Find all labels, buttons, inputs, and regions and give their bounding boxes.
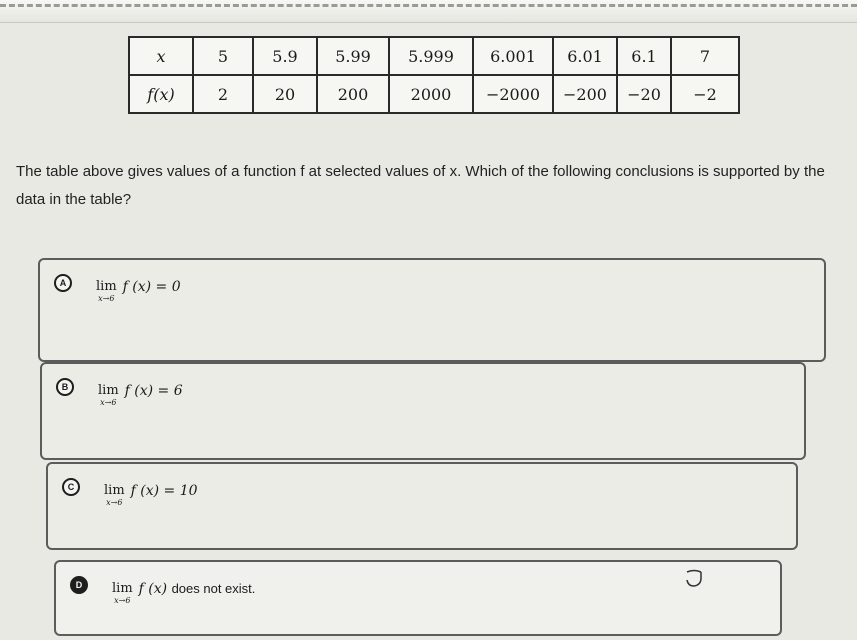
values-table (128, 36, 740, 114)
limit-expression: f (x) = 10 (130, 483, 198, 499)
answer-option-d[interactable] (54, 560, 782, 636)
limit-word: lim (104, 483, 125, 498)
limit-suffix: does not exist. (171, 581, 256, 596)
answer-option-c[interactable] (46, 462, 798, 550)
limit-operator (98, 384, 119, 408)
table-cell: −200 (553, 75, 617, 113)
option-expression (98, 384, 183, 408)
pointer-cursor-icon (683, 568, 705, 590)
option-letter-badge: D (70, 576, 88, 594)
question-text: The table above gives values of a function f at selected values of x. Which of the following conclusions is supported by the data in the table? (16, 163, 825, 208)
option-expression (112, 582, 255, 606)
limit-operator (112, 582, 133, 606)
limit-word: lim (112, 581, 133, 596)
table-cell: −2 (671, 75, 739, 113)
table-cell: 7 (671, 37, 739, 75)
table-cell: 6.1 (617, 37, 671, 75)
table-cell: x (129, 37, 193, 75)
table-cell: f(x) (129, 75, 193, 113)
option-expression (96, 280, 181, 304)
table-cell: 6.001 (473, 37, 553, 75)
table-cell: 2000 (389, 75, 473, 113)
limit-subscript: x→6 (98, 294, 115, 303)
limit-subscript: x→6 (106, 498, 123, 507)
table-cell: 5.999 (389, 37, 473, 75)
limit-function: f (x) (138, 581, 168, 597)
answer-option-a[interactable] (38, 258, 826, 362)
table-row-x (129, 37, 739, 75)
table-cell: 20 (253, 75, 317, 113)
dashed-divider (0, 4, 857, 7)
table-cell: −2000 (473, 75, 553, 113)
limit-expression: f (x) = 0 (122, 279, 181, 295)
option-letter-badge: A (54, 274, 72, 292)
limit-word: lim (98, 383, 119, 398)
table-cell: 200 (317, 75, 389, 113)
table-cell: 5 (193, 37, 253, 75)
limit-expression (139, 582, 256, 596)
table-cell: 6.01 (553, 37, 617, 75)
limit-operator (104, 484, 125, 508)
option-letter-badge: C (62, 478, 80, 496)
table-row-fx (129, 75, 739, 113)
limit-expression: f (x) = 6 (124, 383, 183, 399)
table-cell: 2 (193, 75, 253, 113)
top-strip (0, 0, 857, 23)
answer-option-b[interactable] (40, 362, 806, 460)
option-expression (104, 484, 198, 508)
table-cell: −20 (617, 75, 671, 113)
table-cell: 5.9 (253, 37, 317, 75)
limit-subscript: x→6 (114, 596, 131, 605)
limit-word: lim (96, 279, 117, 294)
option-letter-badge: B (56, 378, 74, 396)
table-cell: 5.99 (317, 37, 389, 75)
limit-subscript: x→6 (100, 398, 117, 407)
limit-operator (96, 280, 117, 304)
